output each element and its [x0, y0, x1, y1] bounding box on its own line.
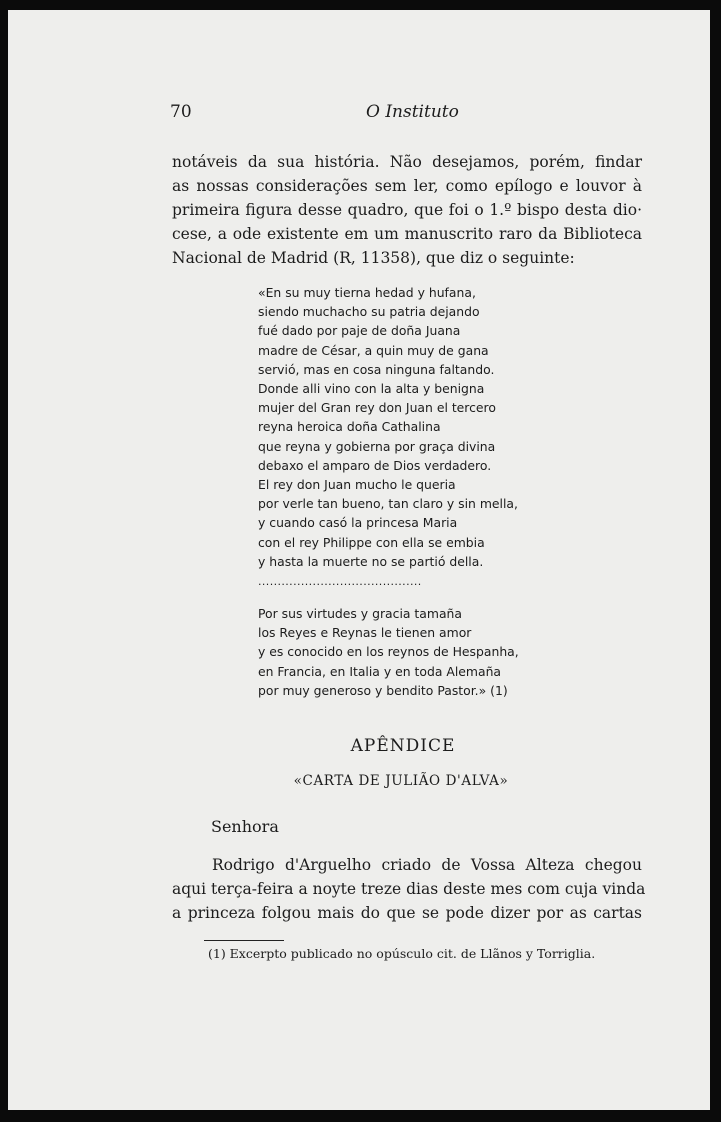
- verse-line: madre de César, a quin muy de gana: [258, 342, 489, 358]
- verse-line: El rey don Juan mucho le queria: [258, 477, 456, 493]
- intro-line: primeira figura desse quadro, que foi o 1.º bispo desta dio·: [172, 201, 642, 219]
- verse-line: que reyna y gobierna por graça divina: [258, 438, 496, 454]
- letter-title: «CARTA DE JULIÃO D'ALVA»: [293, 773, 509, 789]
- intro-line: Nacional de Madrid (R, 11358), que diz o seguinte:: [172, 249, 575, 267]
- verse-line: y cuando casó la princesa Maria: [258, 515, 458, 531]
- verse-line: siendo muchacho su patria dejando: [258, 304, 480, 320]
- verse-block-1: [258, 283, 578, 571]
- intro-line: as nossas considerações sem ler, como epílogo e louvor à: [172, 177, 642, 195]
- verse-line: debaxo el amparo de Dios verdadero.: [258, 457, 492, 473]
- verse-line: reyna heroica doña Cathalina: [258, 419, 441, 435]
- intro-line: cese, a ode existente em um manuscrito raro da Biblioteca: [172, 225, 642, 243]
- letter-line: aqui terça-feira a noyte treze dias deste mes com cuja vinda: [172, 880, 646, 898]
- verse-line: con el rey Philippe con ella se embia: [258, 534, 485, 550]
- letter-salutation: Senhora: [211, 817, 279, 836]
- verse-line: fué dado por paje de doña Juana: [258, 323, 461, 339]
- book-page: [8, 10, 710, 1110]
- letter-line: Rodrigo d'Arguelho criado de Vossa Alteza chegou: [212, 856, 642, 874]
- footnote: (1) Excerpto publicado no opúsculo cit. de Llãnos y Torriglia.: [208, 946, 596, 961]
- verse-line: y es conocido en los reynos de Hespanha,: [258, 644, 519, 660]
- letter-line: a princeza folgou mais do que se pode dizer por as cartas: [172, 904, 642, 922]
- page-number: 70: [170, 102, 192, 122]
- verse-line: por verle tan bueno, tan claro y sin mella,: [258, 496, 518, 512]
- footnote-rule: [204, 940, 284, 941]
- running-title: O Instituto: [366, 102, 459, 122]
- verse-line: por muy generoso y bendito Pastor.» (1): [258, 682, 508, 698]
- verse-block-2: [258, 604, 578, 700]
- verse-line: Por sus virtudes y gracia tamaña: [258, 606, 462, 621]
- verse-line: en Francia, en Italia y en toda Alemaña: [258, 663, 502, 679]
- page-header: [8, 102, 710, 126]
- verse-line: Donde alli vino con la alta y benigna: [258, 381, 485, 397]
- verse-line: servió, mas en cosa ninguna faltando.: [258, 361, 495, 377]
- verse-line: los Reyes e Reynas le tienen amor: [258, 625, 472, 641]
- appendix-heading: APÊNDICE: [350, 736, 456, 756]
- verse-line: mujer del Gran rey don Juan el tercero: [258, 400, 496, 416]
- verse-line: «En su muy tierna hedad y hufana,: [258, 285, 476, 300]
- intro-paragraph: [172, 150, 642, 270]
- intro-line: notáveis da sua história. Não desejamos, porém, findar: [172, 153, 642, 171]
- verse-line: y hasta la muerte no se partió della.: [258, 553, 484, 569]
- letter-paragraph: [172, 853, 646, 925]
- ellipsis-separator: ..........................................: [258, 575, 422, 588]
